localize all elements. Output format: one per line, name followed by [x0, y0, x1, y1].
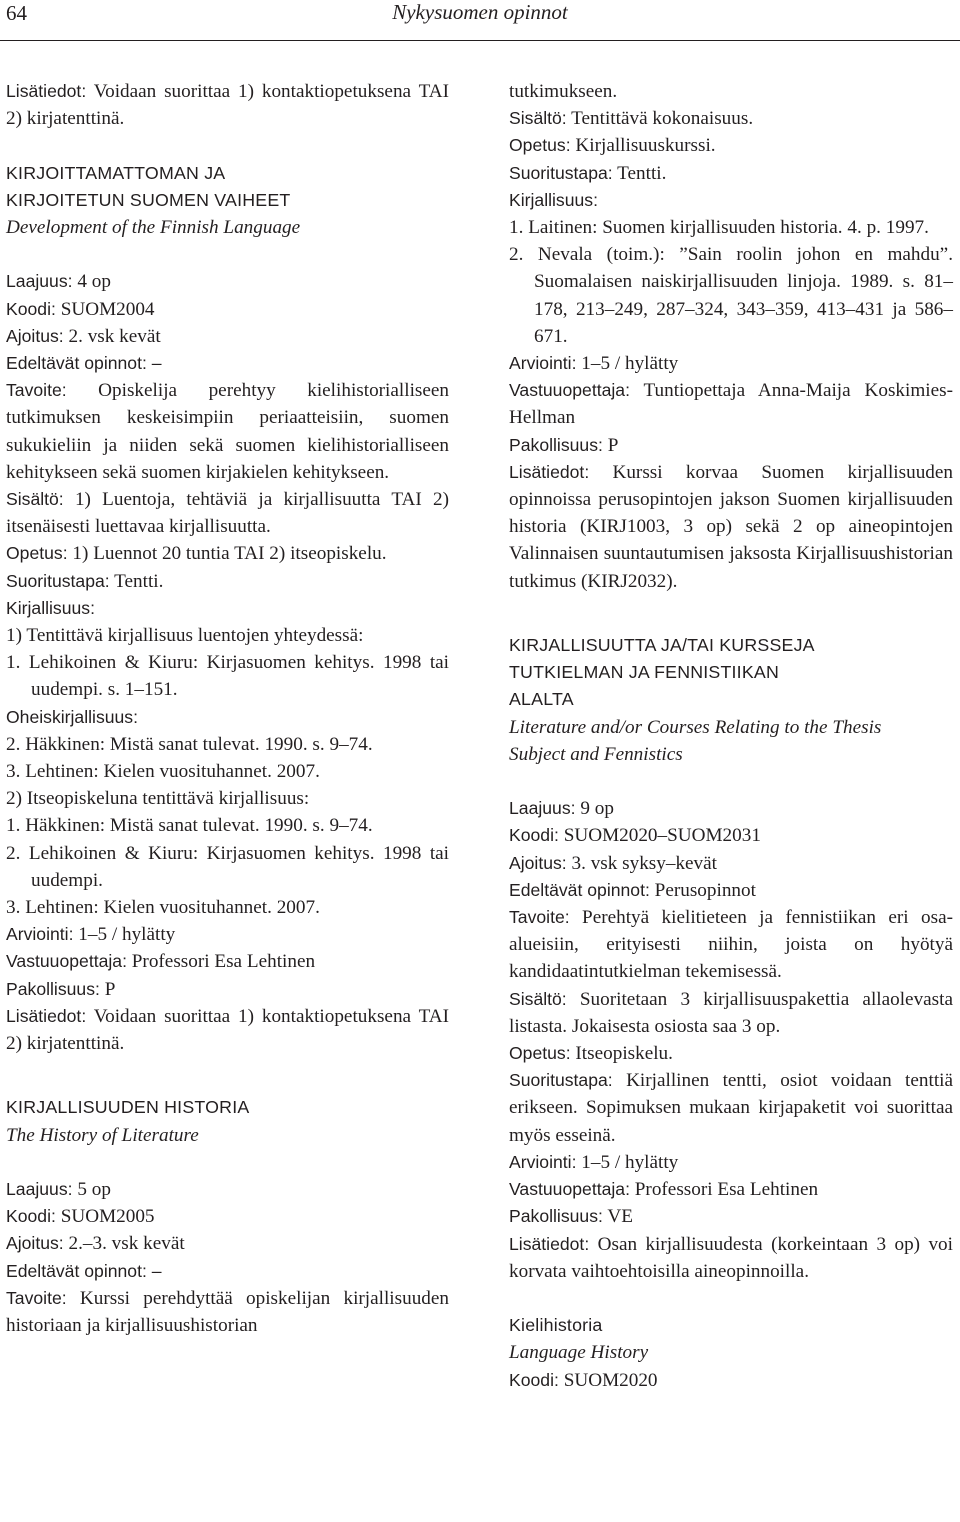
field-value: Itseopiskelu. — [570, 1043, 673, 1065]
field-value: Tentti. — [612, 162, 667, 184]
tavoite-row — [509, 904, 953, 986]
lisatiedot-row — [6, 1003, 449, 1057]
lit-item: 1. Laitinen: Suomen kirjallisuuden historia. 4. p. 1997. — [509, 217, 929, 239]
field-value: 5 op — [72, 1179, 111, 1201]
vastuuopettaja-row — [6, 948, 449, 975]
field-label: Suoritustapa: — [509, 1070, 613, 1091]
field-value: Kurssi perehdyttää opiskelijan kirjallisuuden historiaan ja kirjallisuushistorian — [6, 1287, 449, 1337]
tavoite-row — [6, 1285, 449, 1339]
kirjallisuus-label — [6, 595, 449, 622]
field-label: Edeltävät opinnot: – — [6, 353, 162, 373]
field-label: Sisältö: — [509, 988, 567, 1009]
field-label: Sisältö: — [6, 489, 64, 510]
lit-item: 1) Tentittävä kirjallisuus luentojen yhteydessä: — [6, 625, 364, 647]
tavoite-row — [6, 377, 449, 486]
field-label: Arviointi: — [509, 353, 577, 374]
field-value: SUOM2020 — [558, 1369, 658, 1391]
vastuuopettaja-row — [509, 1176, 953, 1203]
koodi-row — [509, 1367, 953, 1394]
running-title: Nykysuomen opinnot — [392, 0, 568, 24]
course-subtitle: Development of the Finnish Language — [6, 217, 301, 238]
field-label: Vastuuopettaja: — [509, 380, 630, 401]
field-value: 9 op — [575, 798, 614, 820]
field-value: 4 op — [72, 271, 111, 293]
field-value: 2. vsk kevät — [63, 325, 161, 347]
oheiskirjallisuus-label — [6, 704, 449, 731]
field-label: Opetus: — [6, 543, 68, 564]
pakollisuus-row — [509, 432, 953, 459]
vastuuopettaja-row — [509, 377, 953, 431]
ajoitus-row — [6, 1230, 449, 1257]
opetus-row — [6, 540, 449, 567]
arviointi-row — [509, 350, 953, 377]
field-value: Kurssi korvaa Suomen kirjallisuuden opinnoissa perusopintojen jakson Suomen kirjallisuuden historia (KIRJ1003, 3 op) sekä 2 op aineopintojen Valinnaisen suuntautumisen jaksosta Kirjallisuushistorian tutkimus (KIRJ2032). — [509, 461, 953, 592]
course-title: KIRJALLISUUTTA JA/TAI KURSSEJA — [509, 635, 815, 656]
course-title: ALALTA — [509, 689, 574, 710]
field-label: Pakollisuus: — [509, 434, 603, 455]
edeltavat-row — [6, 350, 449, 377]
page-header — [0, 0, 960, 44]
field-value: Voidaan suorittaa 1) kontaktiopetuksena TAI 2) kirjatenttinä. — [6, 81, 449, 130]
field-value: SUOM2004 — [55, 298, 155, 320]
arviointi-row — [509, 1149, 953, 1176]
field-value: Kirjallinen tentti, osiot voidaan tenttiä erikseen. Sopimuksen mukaan kirjapaketit voi suorittaa myös esseinä. — [509, 1070, 953, 1146]
field-label: Laajuus: — [6, 271, 73, 292]
field-label: Lisätiedot: — [6, 1005, 87, 1026]
course-title: KIRJOITTAMATTOMAN JA — [6, 162, 226, 183]
course-subtitle: The History of Literature — [6, 1124, 199, 1146]
lit-item: 2. Häkkinen: Mistä sanat tulevat. 1990. s. 9–74. — [6, 733, 373, 755]
field-value: Kirjallisuuskurssi. — [570, 135, 716, 157]
field-label: Kirjallisuus: — [509, 189, 598, 210]
lit-item: 1. Häkkinen: Mistä sanat tulevat. 1990. s. 9–74. — [6, 815, 373, 837]
lit-item: 1. Lehikoinen & Kiuru: Kirjasuomen kehitys. 1998 tai uudempi. s. 1–151. — [6, 652, 449, 701]
field-label: Suoritustapa: — [6, 570, 110, 591]
field-label: Laajuus: — [509, 798, 576, 819]
lit-item: 3. Lehtinen: Kielen vuosituhannet. 2007. — [6, 897, 320, 919]
suoritustapa-row — [509, 160, 953, 187]
field-label: Oheiskirjallisuus: — [6, 706, 138, 727]
course-subtitle: Subject and Fennistics — [509, 743, 683, 765]
kirjallisuus-label — [509, 187, 953, 214]
field-value: Opiskelija perehtyy kielihistorialliseen tutkimuksen keskeisimpiin periaatteisiin, suomen sukukieliin ja niiden sekä suomen kielihistorialliseen kehitykseen sekä suomen kirjakielen kehitykseen. — [6, 380, 449, 483]
course-title: TUTKIELMAN JA FENNISTIIKAN — [509, 662, 779, 683]
field-label: Koodi: — [509, 825, 559, 846]
field-label: Vastuuopettaja: — [6, 951, 127, 972]
arviointi-row — [6, 921, 449, 948]
field-label: Arviointi: — [6, 924, 74, 945]
field-label: Edeltävät opinnot: – — [6, 1260, 162, 1281]
laajuus-row — [509, 795, 953, 822]
field-label: Opetus: — [509, 1043, 571, 1064]
field-value: Perehtyä kielitieteen ja fennistiikan eri osa-alueisiin, erityisesti niihin, joista on hyötyä kandidaatintutkielman tekemisessä. — [509, 907, 953, 983]
edeltavat-row — [6, 1258, 449, 1285]
sisalto-row — [509, 105, 953, 132]
lisatiedot-row — [509, 1231, 953, 1285]
pakollisuus-row — [6, 976, 449, 1003]
ajoitus-row — [6, 323, 449, 350]
field-value: SUOM2005 — [55, 1206, 155, 1228]
suoritustapa-row — [509, 1067, 953, 1149]
field-label: Koodi: — [6, 298, 56, 319]
field-label: Pakollisuus: — [6, 978, 100, 999]
field-label: Koodi: — [509, 1369, 559, 1390]
lit-item: 2. Lehikoinen & Kiuru: Kirjasuomen kehitys. 1998 tai uudempi. — [6, 842, 449, 891]
field-value: Suoritetaan 3 kirjallisuuspakettia allaolevasta listasta. Jokaisesta osiosta saa 3 op. — [509, 988, 953, 1037]
ajoitus-row — [509, 850, 953, 877]
page-number: 64 — [6, 1, 27, 25]
field-value: Osan kirjallisuudesta (korkeintaan 3 op) voi korvata vaihtoehtoisilla aineopinnoilla. — [509, 1233, 953, 1282]
koodi-row — [6, 1203, 449, 1230]
field-value: Voidaan suorittaa 1) kontaktiopetuksena TAI 2) kirjatenttinä. — [6, 1005, 449, 1055]
laajuus-row — [6, 268, 449, 295]
field-label: Lisätiedot: — [6, 81, 87, 101]
lit-item: 2. Nevala (toim.): ”Sain roolin johon en mahdu”. Suomalaisen naiskirjallisuuden linjoja. 1989. s. 81–178, 213–249, 287–324, 343–359, 413–431 ja 586–671. — [509, 244, 953, 347]
field-value: Tuntiopettaja Anna-Maija Koskimies-Hellman — [509, 380, 953, 429]
field-label: Tavoite: — [509, 907, 570, 928]
field-value: SUOM2020–SUOM2031 — [558, 825, 761, 847]
field-label: Edeltävät opinnot: — [509, 879, 650, 900]
right-column — [509, 78, 953, 1394]
sisalto-row — [509, 986, 953, 1040]
lit-item: 3. Lehtinen: Kielen vuosituhannet. 2007. — [6, 761, 320, 783]
header-rule — [0, 40, 960, 41]
intro-note — [6, 78, 449, 132]
field-label: Tavoite: — [6, 1287, 67, 1308]
edeltavat-row — [509, 877, 953, 904]
course-title: Kielihistoria — [509, 1315, 603, 1336]
field-label: Ajoitus: — [6, 325, 64, 346]
field-label: Suoritustapa: — [509, 162, 613, 183]
continued-text: tutkimukseen. — [509, 81, 618, 102]
laajuus-row — [6, 1176, 449, 1203]
field-label: Arviointi: — [509, 1151, 577, 1172]
pakollisuus-row — [509, 1203, 953, 1230]
sisalto-row — [6, 486, 449, 540]
opetus-row — [509, 1040, 953, 1067]
field-label: Laajuus: — [6, 1179, 73, 1200]
field-label: Sisältö: — [509, 108, 567, 129]
lisatiedot-row — [509, 459, 953, 595]
field-value: Professori Esa Lehtinen — [629, 1179, 819, 1201]
suoritustapa-row — [6, 568, 449, 595]
field-value: Tentti. — [109, 570, 164, 592]
field-label: Lisätiedot: — [509, 1233, 590, 1254]
field-value: 1) Luennot 20 tuntia TAI 2) itseopiskelu. — [67, 543, 387, 565]
field-value: Tentittävä kokonaisuus. — [566, 108, 754, 130]
field-label: Opetus: — [509, 135, 571, 156]
field-label: Lisätiedot: — [509, 461, 590, 482]
field-label: Ajoitus: — [509, 852, 567, 873]
field-value: 3. vsk syksy–kevät — [566, 852, 717, 874]
field-value: 1–5 / hylätty — [73, 924, 176, 946]
field-value: P — [602, 434, 619, 456]
field-label: Tavoite: — [6, 380, 67, 401]
field-value: Professori Esa Lehtinen — [126, 951, 316, 973]
field-value: P — [99, 978, 116, 1000]
field-label: Koodi: — [6, 1206, 56, 1227]
field-value: 1) Luentoja, tehtäviä ja kirjallisuutta TAI 2) itsenäisesti luettavaa kirjallisuutta. — [6, 489, 449, 538]
course-subtitle: Literature and/or Courses Relating to the Thesis — [509, 716, 882, 738]
koodi-row — [6, 296, 449, 323]
left-column — [6, 78, 449, 1339]
koodi-row — [509, 822, 953, 849]
field-label: Kirjallisuus: — [6, 597, 95, 618]
opetus-row — [509, 132, 953, 159]
field-label: Vastuuopettaja: — [509, 1179, 630, 1200]
field-label: Ajoitus: — [6, 1233, 64, 1254]
lit-item: 2) Itseopiskeluna tentittävä kirjallisuus: — [6, 788, 310, 810]
field-value: 1–5 / hylätty — [576, 1151, 679, 1173]
field-value: 1–5 / hylätty — [576, 353, 679, 375]
field-value: Perusopinnot — [649, 879, 756, 901]
field-value: VE — [602, 1206, 633, 1228]
course-subtitle: Language History — [509, 1342, 649, 1364]
course-title: KIRJOITETUN SUOMEN VAIHEET — [6, 189, 291, 210]
field-value: 2.–3. vsk kevät — [63, 1233, 185, 1255]
field-label: Pakollisuus: — [509, 1206, 603, 1227]
course-title: KIRJALLISUUDEN HISTORIA — [6, 1097, 250, 1118]
